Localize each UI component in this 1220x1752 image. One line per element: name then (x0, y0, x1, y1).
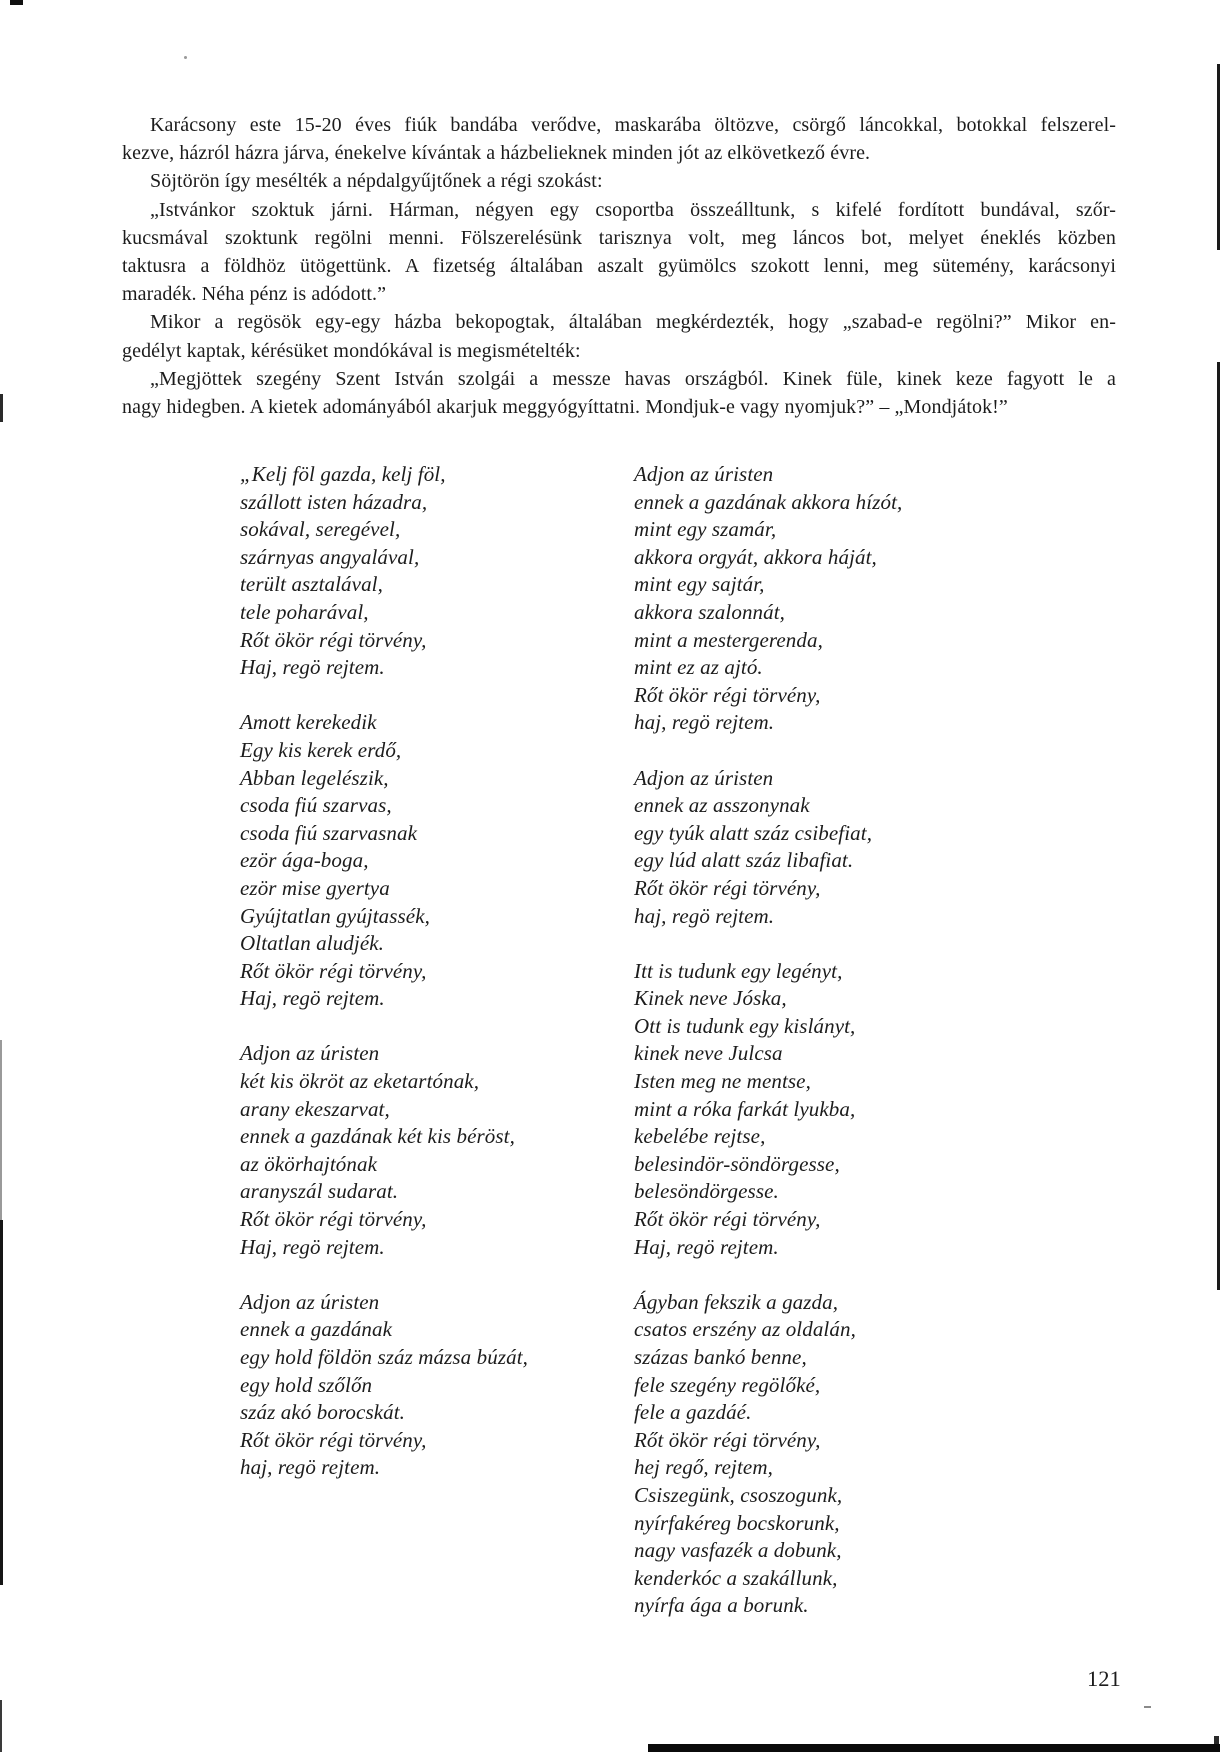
verse-line: Adjon az úristen (240, 1041, 380, 1066)
verse-line: Rőt ökör régi törvény, (240, 627, 427, 652)
verse-line: az ökörhajtónak (240, 1151, 378, 1176)
verse-line: Egy kis kerek erdő, (240, 737, 402, 762)
verse-line: Rőt ökör régi törvény, (634, 1427, 821, 1452)
verse-line: mint a mestergerenda, (634, 627, 823, 652)
scan-speck-bottom (1144, 1706, 1151, 1708)
prose-line: maradék. Néha pénz is adódott.” (122, 283, 387, 306)
verse-line: Haj, regö rejtem. (240, 1234, 385, 1259)
verse-line: Ott is tudunk egy kislányt, (634, 1013, 856, 1038)
stanza (240, 461, 630, 682)
verse-line: egy hold szőlőn (240, 1372, 373, 1397)
paragraph (122, 308, 1116, 364)
verse-line: csoda fiú szarvas, (240, 793, 392, 818)
verse-line: arany ekeszarvat, (240, 1096, 390, 1121)
prose-line: gedélyt kaptak, kérésüket mondókával is megismételték: (122, 339, 581, 362)
prose-line: taktusra a földhöz ütögettünk. A fizetség általában aszalt gyümölcs szokott lenni, meg sütemény, karácsonyi (122, 255, 1116, 278)
verse-line: haj, regö rejtem. (240, 1455, 381, 1480)
verse-line: tele poharával, (240, 599, 369, 624)
verse-line: Adjon az úristen (634, 462, 774, 486)
verse-line: ezör mise gyertya (240, 875, 390, 900)
verse-line: Abban legelészik, (240, 765, 389, 790)
stanza (634, 461, 1054, 737)
verse-line: Isten meg ne mentse, (634, 1069, 811, 1094)
verse-line: Gyújtatlan gyújtassék, (240, 903, 431, 928)
verse-line: Oltatlan aludjék. (240, 931, 385, 956)
verse-line: aranyszál sudarat. (240, 1179, 399, 1204)
intro-text (122, 111, 1116, 421)
verse-line: belesindör-söndörgesse, (634, 1151, 840, 1176)
verse-line: belesöndörgesse. (634, 1179, 779, 1204)
verse-line: Rőt ökör régi törvény, (240, 958, 427, 983)
scan-artifact-left-edge-gray (0, 1040, 2, 1220)
prose-line: Mikor a regösök egy-egy házba bekopogtak, általában megkérdezték, hogy „szabad-e regölni?” Mikor en- (150, 311, 1116, 334)
verse-line: Rőt ökör régi törvény, (634, 682, 821, 707)
verse-line: „Kelj föl gazda, kelj föl, (240, 462, 446, 486)
prose-line: kucsmával szoktunk regölni menni. Fölszerelésünk tarisznya volt, meg láncos bot, melyet éneklés közben (122, 226, 1116, 249)
verse-line: mint egy szamár, (634, 517, 777, 542)
verse-line: ennek a gazdának (240, 1317, 393, 1342)
verse-line: terült asztalával, (240, 572, 383, 597)
verse-line: Kinek neve Jóska, (634, 986, 787, 1011)
scan-artifact-left-edge-bottom (0, 1700, 2, 1752)
verse-line: ennek az asszonynak (634, 793, 810, 818)
scan-artifact-left-edge-black (0, 1220, 3, 1585)
prose-line: Karácsony este 15-20 éves fiúk bandába verődve, maskarába öltözve, csörgő láncokkal, botokkal felszerel- (150, 114, 1116, 136)
verse-line: egy tyúk alatt száz csibefiat, (634, 820, 873, 845)
verse-line: két kis ökröt az eketartónak, (240, 1069, 480, 1094)
verse-line: kebelébe rejtse, (634, 1124, 766, 1149)
verse-line: akkora orgyát, akkora háját, (634, 544, 877, 569)
prose-line: nagy hidegben. A kietek adományából akarjuk meggyógyíttatni. Mondjuk-e vagy nyomjuk?” – „Mondjátok!” (122, 396, 1008, 419)
verse-line: mint ez az ajtó. (634, 655, 763, 680)
stanza (240, 1289, 630, 1482)
stanza (240, 1040, 630, 1261)
verse-line: nyírfa ága a borunk. (634, 1593, 809, 1618)
verse-line: akkora szalonnát, (634, 599, 786, 624)
stanza (240, 709, 630, 1013)
stanza (634, 765, 1054, 931)
verse-line: Ágyban fekszik a gazda, (634, 1289, 839, 1314)
verse-line: százas bankó benne, (634, 1345, 807, 1369)
prose-line: Söjtörön így mesélték a népdalgyűjtőnek a régi szokást: (150, 170, 603, 193)
verse-line: Itt is tudunk egy legényt, (634, 958, 843, 983)
verse-line: kinek neve Julcsa (634, 1041, 783, 1066)
verse-line: hej regő, rejtem, (634, 1455, 773, 1480)
prose-line: „Istvánkor szoktuk járni. Hárman, négyen egy csoportba összeálltunk, s kifelé fordított bundával, szőr- (150, 198, 1116, 221)
scan-artifact-left-ticks (0, 394, 3, 422)
verse-line: száz akó borocskát. (240, 1400, 406, 1425)
paragraph (122, 196, 1116, 309)
verse-line: Rőt ökör régi törvény, (240, 1427, 427, 1452)
verse-line: fele a gazdáé. (634, 1400, 752, 1425)
verse-line: csoda fiú szarvasnak (240, 820, 417, 845)
scan-artifact-right-bottom-tick (1214, 1736, 1219, 1744)
page-number: 121 (1087, 1666, 1121, 1691)
verse-line: ezör ága-boga, (240, 848, 369, 873)
verse-line: mint egy sajtár, (634, 572, 765, 597)
verse-line: Haj, regö rejtem. (634, 1234, 779, 1259)
verse-line: nagy vasfazék a dobunk, (634, 1538, 842, 1563)
verse-line: Haj, regö rejtem. (240, 655, 385, 680)
verse-line: Rőt ökör régi törvény, (240, 1207, 427, 1232)
paragraph (122, 111, 1116, 167)
verse-line: egy hold földön száz mázsa búzát, (240, 1345, 528, 1369)
verse-line: kenderkóc a szakállunk, (634, 1565, 838, 1590)
verse-line: szállott isten házadra, (240, 489, 428, 514)
verse-column-right (634, 461, 1054, 1648)
stanza (634, 1289, 1054, 1620)
scan-artifact-top-left (10, 0, 23, 5)
verse-line: sokával, seregével, (240, 517, 401, 542)
verse-column-left (240, 461, 630, 1510)
verse-line: Haj, regö rejtem. (240, 986, 385, 1011)
paragraph (122, 167, 1116, 195)
verse-line: nyírfakéreg bocskorunk, (634, 1510, 840, 1535)
verse-line: Amott kerekedik (240, 710, 377, 735)
verse-line: egy lúd alatt száz libafiat. (634, 848, 854, 873)
verse-line: Adjon az úristen (240, 1289, 380, 1314)
verse-line: Rőt ökör régi törvény, (634, 875, 821, 900)
prose-line: kezve, házról házra járva, énekelve kívántak a házbelieknek minden jót az elkövetkező évre. (122, 142, 871, 165)
verse-line: Adjon az úristen (634, 765, 774, 790)
verse-line: ennek a gazdának akkora hízót, (634, 489, 903, 514)
verse-line: ennek a gazdának két kis béröst, (240, 1124, 515, 1149)
verse-line: haj, regö rejtem. (634, 903, 775, 928)
stanza (634, 958, 1054, 1262)
verse-line: haj, regö rejtem. (634, 710, 775, 735)
verse-line: Rőt ökör régi törvény, (634, 1207, 821, 1232)
prose-line: „Megjöttek szegény Szent István szolgái a messze havas országból. Kinek füle, kinek keze fagyott le a (150, 367, 1116, 390)
verse-line: mint a róka farkát lyukba, (634, 1096, 856, 1121)
paragraph (122, 365, 1116, 421)
verse-line: fele szegény regölőké, (634, 1372, 821, 1397)
verse-line: csatos erszény az oldalán, (634, 1317, 856, 1342)
verse-line: Csiszegünk, csoszogunk, (634, 1482, 843, 1507)
scan-artifact-bottom-bar (648, 1744, 1220, 1752)
scan-speck (184, 56, 187, 59)
verse-line: szárnyas angyalával, (240, 544, 420, 569)
